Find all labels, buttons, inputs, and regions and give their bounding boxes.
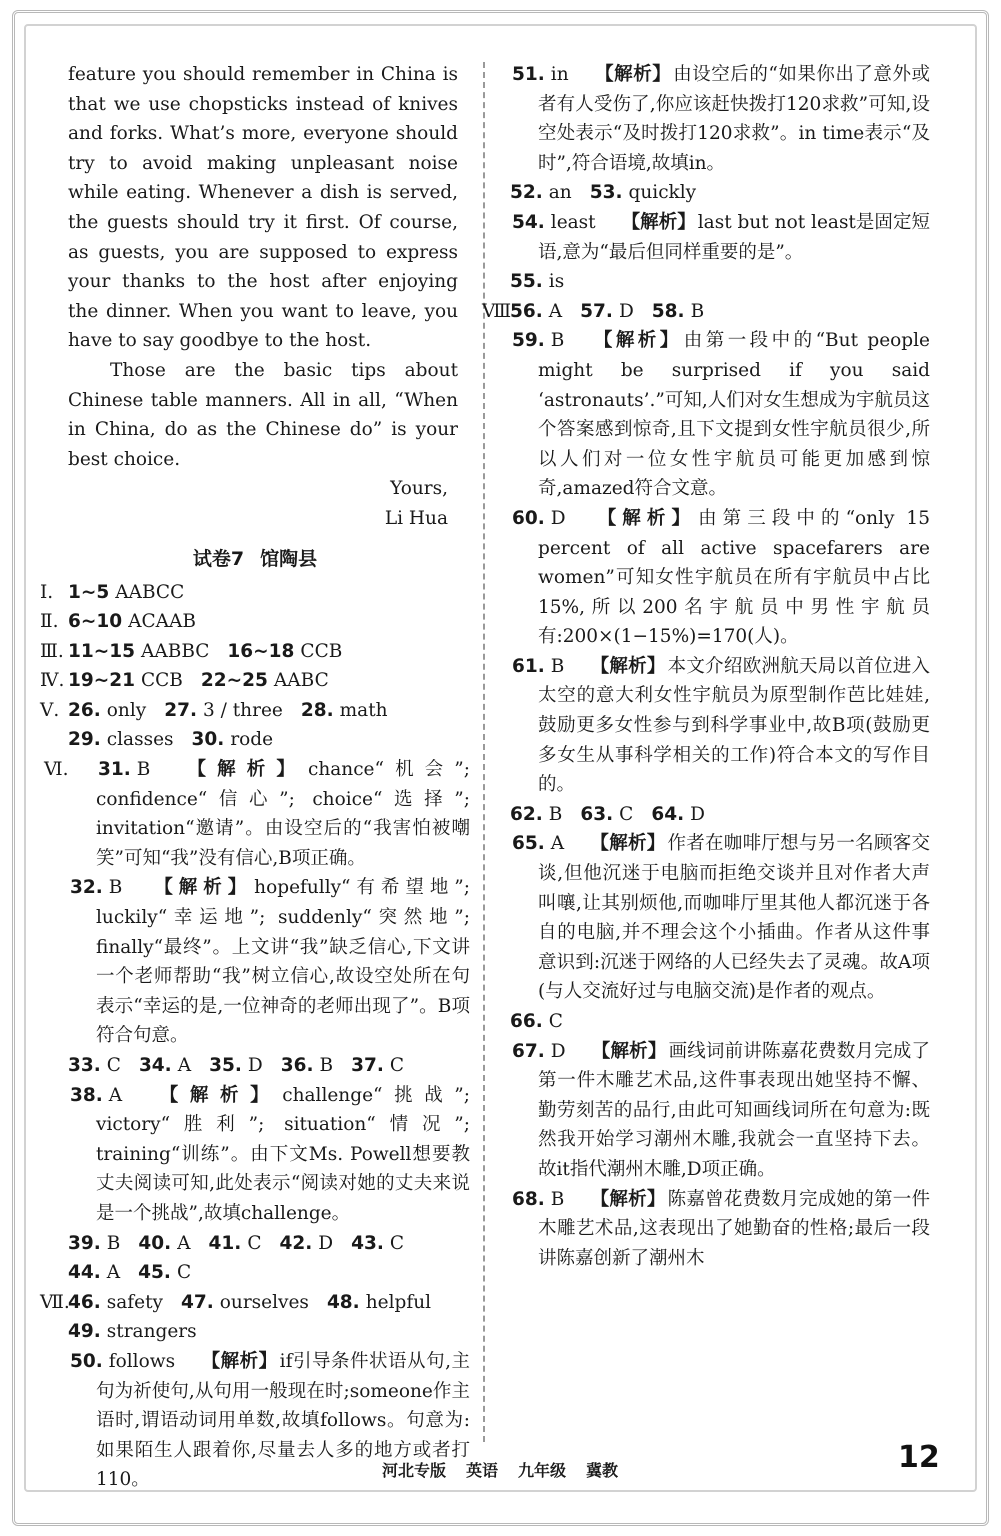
question-number: 60. bbox=[512, 507, 545, 529]
question-number: 50. bbox=[70, 1350, 103, 1372]
test-county: 馆陶县 bbox=[260, 547, 318, 570]
answer: AABBC bbox=[141, 640, 210, 662]
question-number: 48. bbox=[326, 1291, 360, 1313]
answer: ourselves bbox=[219, 1291, 309, 1313]
section-numeral: Ⅶ. bbox=[40, 1291, 70, 1313]
analysis-tag: 【解析】 bbox=[590, 833, 666, 855]
question-67 bbox=[510, 1037, 930, 1185]
question-number: 43. bbox=[351, 1232, 384, 1254]
answer: safety bbox=[106, 1291, 163, 1313]
answer: follows bbox=[108, 1350, 176, 1372]
question-number: 58. bbox=[651, 300, 685, 322]
answer: B bbox=[319, 1055, 334, 1076]
question-49 bbox=[40, 1317, 470, 1347]
essay-paragraph-1: feature you should remember in China is that we use chopsticks instead of knives and forks. What’s more, everyone should try to avoid making unpleasant noise while eating. Whenever a dish is served, the guests should try it first. Of course, as guests, you are supposed to express your thanks to the host after enjoying the dinner. When you want to leave, you have to say goodbye to the host. bbox=[68, 64, 458, 352]
explanation: 画线词前讲陈嘉花费数月完成了第一件木雕艺术品,这件事表现出她坚持不懈、勤劳刻苦的品行,由此可知画线词所在句意为:既然我开始学习潮州木雕,我就会一直坚持下去。故it指代潮州木雕,D项正确。 bbox=[538, 1040, 930, 1180]
answer: helpful bbox=[365, 1291, 432, 1313]
analysis-tag: 【解析】 bbox=[594, 64, 672, 85]
section-2 bbox=[40, 607, 470, 637]
question-number: 46. bbox=[68, 1291, 101, 1313]
right-column bbox=[482, 60, 930, 1273]
analysis-tag: 【解析】 bbox=[590, 330, 682, 352]
explanation: 本文介绍欧洲航天局以首位进入太空的意大利女性宇航员为原型制作芭比娃娃,鼓励更多女性参与到科学事业中,故B项(鼓励更多女生从事科学相关的工作)符合本文的写作目的。 bbox=[538, 655, 930, 796]
question-range: 22~25 bbox=[200, 670, 268, 692]
answer: C bbox=[619, 803, 634, 825]
explanation: challenge“挑战”; victory“胜利”; situation“情况”; training“训练”。由下文Ms. Powell想要教丈夫阅读可知,此处表示“阅读对她的丈夫来说是一个挑战”,故填challenge。 bbox=[96, 1084, 470, 1224]
section-7 bbox=[40, 1288, 470, 1318]
question-51 bbox=[510, 60, 930, 178]
question-number: 35. bbox=[209, 1055, 242, 1076]
question-number: 38. bbox=[70, 1084, 103, 1106]
question-number: 32. bbox=[70, 877, 103, 899]
footer-edition: 河北专版 bbox=[381, 1461, 446, 1480]
question-number: 47. bbox=[181, 1291, 214, 1313]
explanation: 由第一段中的“But people might be surprised if you said ‘astronauts’.”可知,人们对女生想成为宇航员这个答案感到惊奇,且下文提到女性宇航员很少,所以人们对一位女性宇航员可能更加感到惊奇,amazed符合文意。 bbox=[538, 330, 930, 500]
question-32 bbox=[40, 873, 470, 1051]
question-range: 16~18 bbox=[227, 640, 295, 662]
analysis-tag: 【解析】 bbox=[590, 655, 666, 677]
question-number: 57. bbox=[580, 300, 613, 322]
page-footer bbox=[300, 1458, 700, 1481]
column-divider bbox=[483, 62, 485, 1442]
test-label: 试卷7 bbox=[192, 547, 245, 570]
question-number: 55. bbox=[510, 271, 543, 293]
answer: quickly bbox=[628, 182, 697, 204]
analysis-tag: 【解析】 bbox=[176, 759, 306, 781]
answer: A bbox=[550, 833, 565, 855]
answer: AABC bbox=[273, 670, 329, 692]
answer: D bbox=[550, 1040, 566, 1062]
question-number: 26. bbox=[68, 699, 101, 721]
question-range: 1~5 bbox=[68, 581, 110, 603]
answer: D bbox=[690, 803, 705, 825]
footer-subject: 英语 bbox=[465, 1461, 498, 1480]
answer: CCB bbox=[300, 640, 343, 662]
answer: AABCC bbox=[115, 581, 185, 603]
question-31 bbox=[40, 755, 470, 873]
answer: C bbox=[106, 1055, 121, 1076]
explanation: if引导条件状语从句,主句为祈使句,从句用一般现在时;someone作主语时,谓语动词用单数,故填follows。句意为:如果陌生人跟着你,尽量去人多的地方或者打110。 bbox=[96, 1350, 470, 1491]
question-38 bbox=[40, 1081, 470, 1229]
question-number: 64. bbox=[651, 803, 685, 825]
questions-62-64 bbox=[510, 800, 930, 830]
questions-52-53 bbox=[510, 178, 930, 208]
question-number: 45. bbox=[138, 1262, 171, 1284]
question-54 bbox=[510, 208, 930, 267]
question-number: 56. bbox=[510, 300, 543, 322]
question-number: 41. bbox=[208, 1232, 242, 1254]
section-numeral: Ⅰ. bbox=[40, 581, 54, 603]
question-number: 51. bbox=[512, 64, 545, 85]
analysis-tag: 【解析】 bbox=[148, 1084, 281, 1106]
answer: B bbox=[106, 1232, 121, 1254]
answer: A bbox=[106, 1262, 121, 1284]
question-number: 67. bbox=[512, 1040, 545, 1062]
answer: D bbox=[247, 1055, 263, 1076]
question-number: 44. bbox=[68, 1262, 101, 1284]
answer: C bbox=[548, 1011, 563, 1032]
analysis-tag: 【解析】 bbox=[590, 1188, 666, 1210]
questions-44-45 bbox=[40, 1258, 470, 1288]
question-number: 65. bbox=[512, 833, 545, 855]
explanation: 作者在咖啡厅想与另一名顾客交谈,但他沉迷于电脑而拒绝交谈并且对作者大声叫嚷,让其别烦他,而咖啡厅里其他人都沉迷于各自的电脑,并不理会这个小插曲。作者从这件事意识到:沉迷于网络的人已经失去了灵魂。故A项(与人交流好过与电脑交流)是作者的观点。 bbox=[538, 833, 930, 1003]
answer: 3 / three bbox=[202, 699, 283, 721]
answer: is bbox=[548, 271, 565, 293]
question-number: 59. bbox=[512, 330, 545, 352]
section-8 bbox=[482, 297, 930, 327]
question-number: 66. bbox=[510, 1011, 543, 1032]
answer: A bbox=[108, 1084, 123, 1106]
question-68 bbox=[510, 1185, 930, 1274]
question-number: 42. bbox=[279, 1232, 313, 1254]
test-title bbox=[40, 544, 470, 574]
footer-grade: 九年级 bbox=[518, 1461, 567, 1480]
answer: ACAAB bbox=[128, 611, 196, 633]
section-numeral: Ⅴ. bbox=[40, 699, 60, 721]
question-number: 34. bbox=[138, 1055, 172, 1076]
questions-33-37 bbox=[40, 1051, 470, 1081]
answer: least bbox=[550, 211, 596, 233]
section-5 bbox=[40, 696, 470, 726]
section-5-cont bbox=[40, 725, 470, 755]
section-numeral: Ⅲ. bbox=[40, 640, 64, 662]
answer: B bbox=[550, 655, 565, 677]
answer: C bbox=[389, 1055, 405, 1076]
answer: B bbox=[550, 1188, 565, 1210]
question-number: 63. bbox=[580, 803, 614, 825]
question-number: 54. bbox=[512, 211, 545, 233]
essay bbox=[68, 60, 458, 534]
explanation: 由第三段中的“only 15 percent of all active spacefarers are women”可知女性宇航员在所有宇航员中占比15%,所以200名宇航员中男性宇航员有:200×(1−15%)=170(人)。 bbox=[538, 507, 930, 648]
essay-signature: Li Hua bbox=[384, 507, 448, 529]
question-number: 29. bbox=[68, 729, 101, 751]
question-66 bbox=[510, 1007, 930, 1037]
answer: CCB bbox=[141, 670, 183, 692]
analysis-tag: 【解析】 bbox=[621, 211, 696, 233]
explanation: chance“机会”; confidence“信心”; choice“选择”; invitation“邀请”。由设空后的“我害怕被嘲笑”可知“我”没有信心,B项正确。 bbox=[96, 759, 470, 869]
footer-publisher: 冀教 bbox=[586, 1461, 619, 1480]
question-number: 31. bbox=[98, 759, 131, 781]
answer: in bbox=[550, 64, 569, 85]
question-range: 19~21 bbox=[68, 670, 135, 692]
explanation: 由设空后的“如果你出了意外或者有人受伤了,你应该赶快拨打120求救”可知,设空处表示“及时拨打120求救”。in time表示“及时”,符合语境,故填in。 bbox=[538, 64, 930, 174]
answer: B bbox=[108, 877, 123, 899]
answer: B bbox=[136, 759, 151, 781]
question-number: 49. bbox=[68, 1321, 101, 1343]
question-number: 36. bbox=[280, 1055, 314, 1076]
question-60 bbox=[510, 504, 930, 652]
question-number: 39. bbox=[68, 1232, 101, 1254]
question-number: 53. bbox=[589, 182, 623, 204]
question-number: 27. bbox=[164, 699, 197, 721]
section-numeral: Ⅷ. bbox=[482, 300, 518, 322]
section-numeral: Ⅳ. bbox=[40, 670, 65, 692]
section-numeral: Ⅵ. bbox=[44, 759, 69, 781]
question-65 bbox=[510, 829, 930, 1007]
answer: A bbox=[177, 1232, 191, 1254]
question-number: 52. bbox=[510, 182, 543, 204]
question-number: 30. bbox=[191, 729, 225, 751]
answer: strangers bbox=[106, 1321, 197, 1343]
question-59 bbox=[510, 326, 930, 504]
answer: rode bbox=[230, 729, 274, 751]
answer: B bbox=[548, 803, 563, 825]
question-range: 6~10 bbox=[68, 611, 123, 633]
explanation: 陈嘉曾花费数月完成她的第一件木雕艺术品,这表现出了她勤奋的性格;最后一段讲陈嘉创新了潮州木 bbox=[538, 1188, 930, 1269]
answer: B bbox=[550, 330, 565, 352]
analysis-tag: 【解析】 bbox=[201, 1350, 278, 1372]
analysis-tag: 【解析】 bbox=[591, 507, 697, 529]
answer: an bbox=[548, 182, 572, 204]
analysis-tag: 【解析】 bbox=[591, 1040, 667, 1062]
question-number: 40. bbox=[138, 1232, 172, 1254]
answer: math bbox=[339, 699, 388, 721]
analysis-tag: 【解析】 bbox=[148, 877, 253, 899]
answer: D bbox=[618, 300, 634, 322]
section-numeral: Ⅱ. bbox=[40, 611, 59, 633]
answer: C bbox=[247, 1232, 262, 1254]
essay-closing: Yours, bbox=[390, 478, 448, 500]
answer: classes bbox=[106, 729, 174, 751]
answer: only bbox=[106, 699, 147, 721]
essay-paragraph-2: Those are the basic tips about Chinese table manners. All in all, “When in China, do as the Chinese do” is your best choice. bbox=[68, 359, 458, 470]
question-number: 62. bbox=[510, 803, 543, 825]
question-number: 33. bbox=[68, 1055, 101, 1076]
explanation: last but not least是固定短语,意为“最后但同样重要的是”。 bbox=[538, 211, 930, 263]
question-number: 61. bbox=[512, 655, 545, 677]
question-range: 11~15 bbox=[68, 640, 135, 662]
question-61 bbox=[510, 652, 930, 800]
left-column bbox=[40, 60, 470, 1495]
answer: C bbox=[176, 1262, 192, 1284]
answer: D bbox=[550, 507, 566, 529]
section-1 bbox=[40, 578, 470, 608]
page-number: 12 bbox=[898, 1440, 940, 1475]
question-number: 28. bbox=[300, 699, 334, 721]
answer: D bbox=[318, 1232, 334, 1254]
explanation: hopefully“有希望地”; luckily“幸运地”; suddenly“突然地”; finally“最终”。上文讲“我”缺乏信心,下文讲一个老师帮助“我”树立信心,故设空处所在句表示“幸运的是,一位神奇的老师出现了”。B项符合句意。 bbox=[96, 877, 470, 1047]
answer: B bbox=[690, 300, 705, 322]
question-number: 37. bbox=[351, 1055, 384, 1076]
questions-39-43 bbox=[40, 1229, 470, 1259]
section-4 bbox=[40, 666, 470, 696]
answer: A bbox=[177, 1055, 192, 1076]
answer: C bbox=[389, 1232, 405, 1254]
answer: A bbox=[548, 300, 563, 322]
section-3 bbox=[40, 637, 470, 667]
question-number: 68. bbox=[512, 1188, 545, 1210]
question-55 bbox=[510, 267, 930, 297]
